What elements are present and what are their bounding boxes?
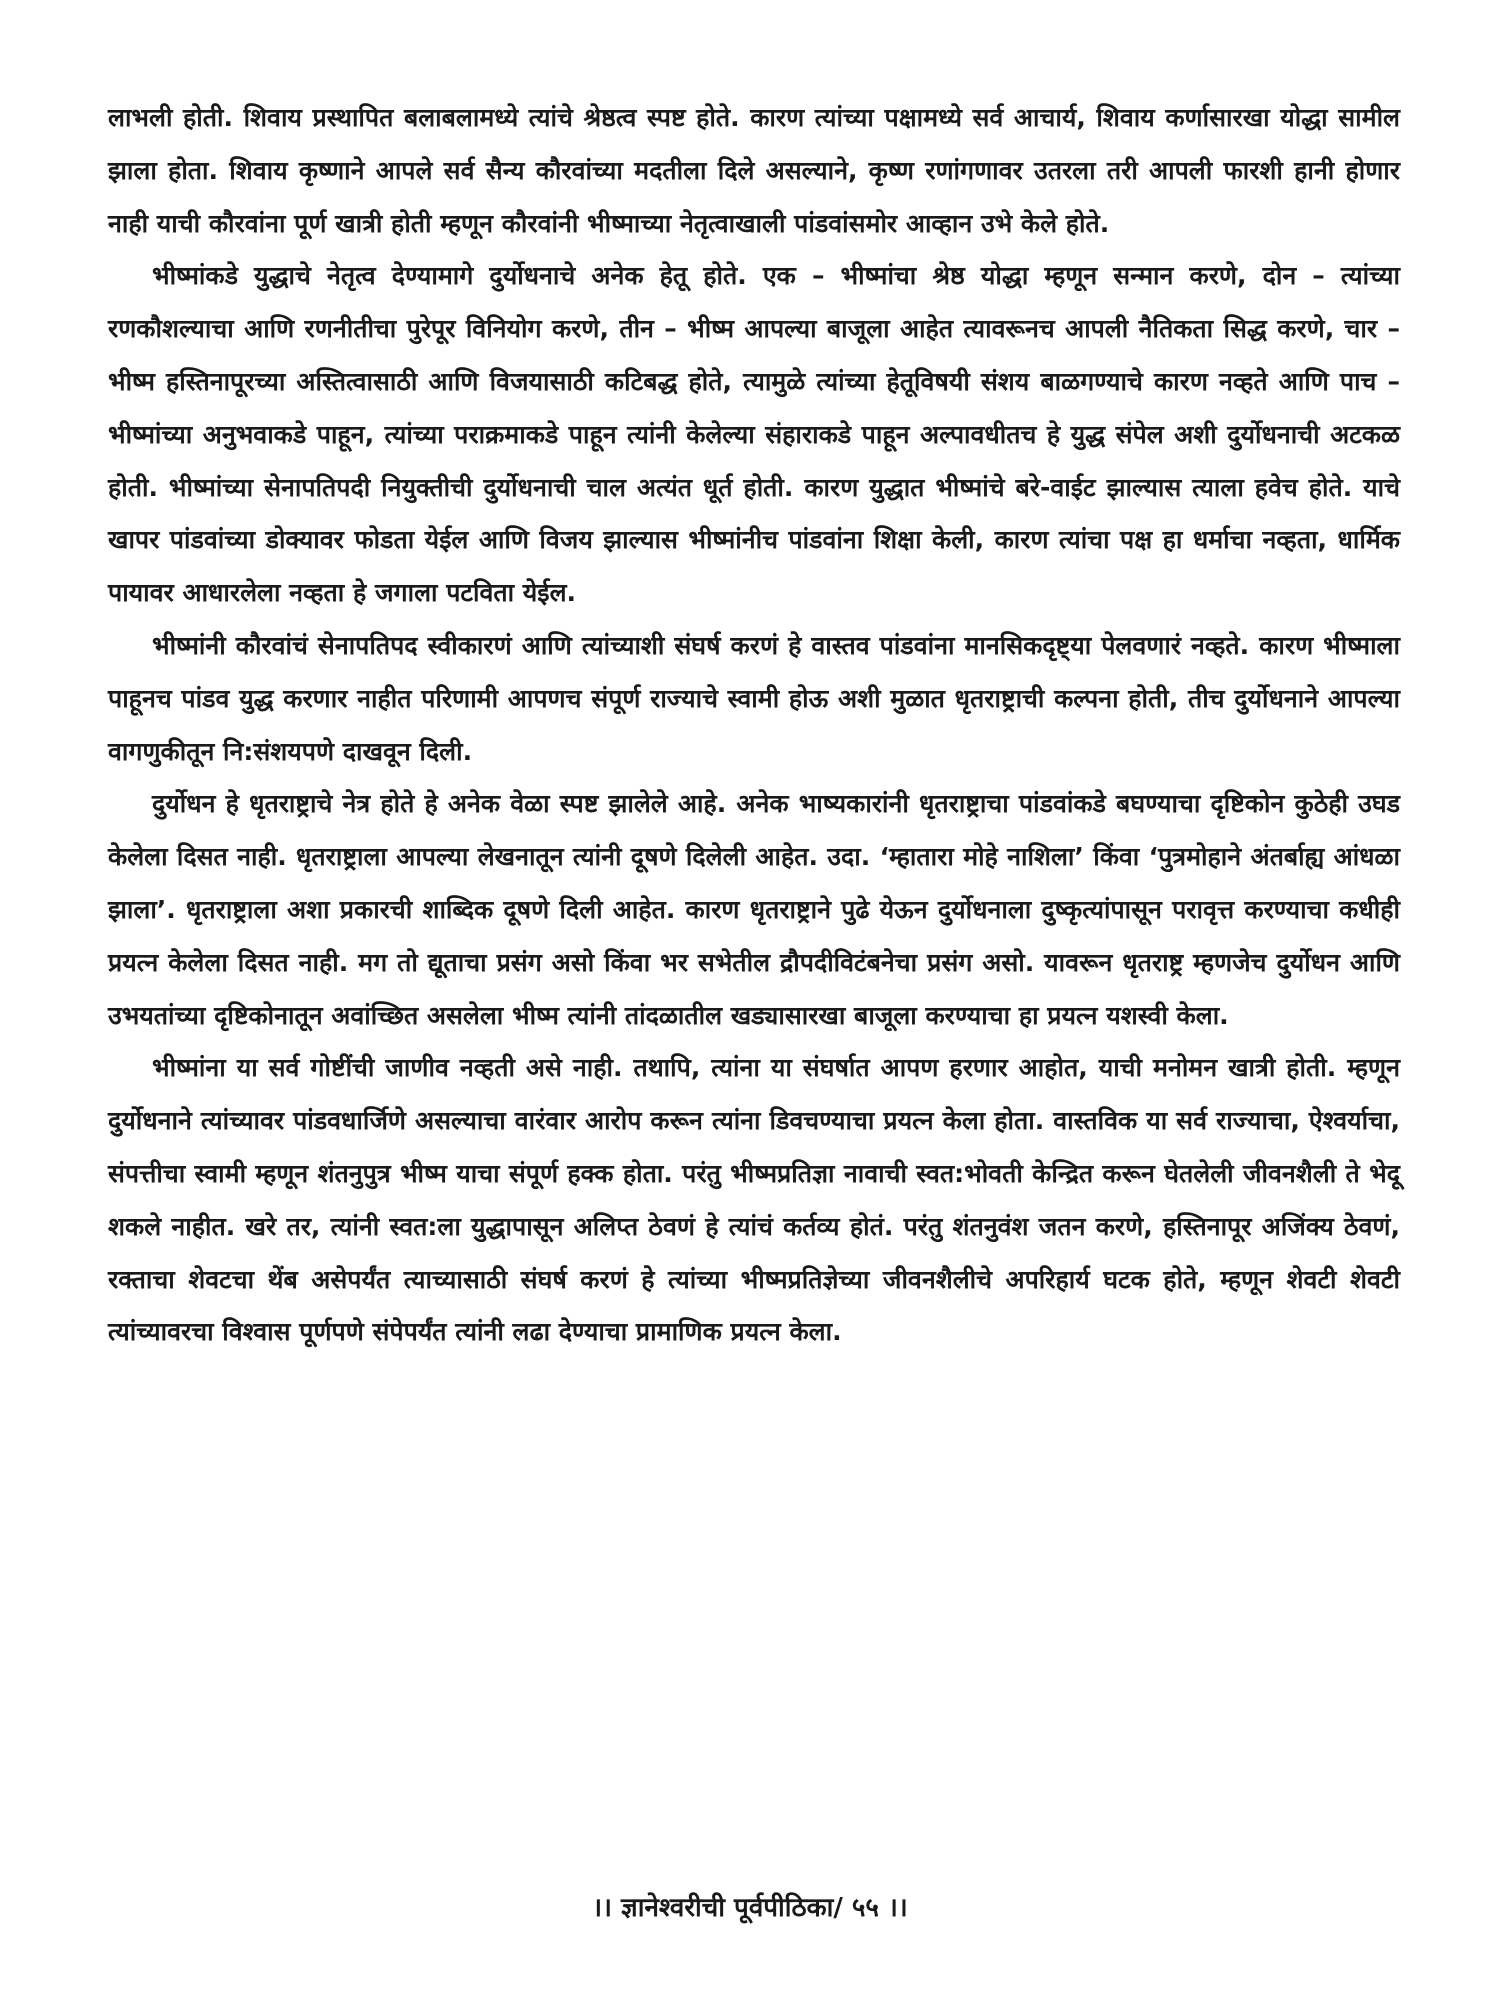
paragraph-3: भीष्मांनी कौरवांचं सेनापतिपद स्वीकारणं आणि त्यांच्याशी संघर्ष करणं हे वास्तव पांडवांना मानसिकदृष्ट्या पेलवणारं नव्हते. कारण भीष्माला पाहूनच पांडव युद्ध करणार नाहीत परिणामी आपणच संपूर्ण राज्याचे स्वामी होऊ अशी मुळात धृतराष्ट्राची कल्पना होती, तीच दुर्योधनाने आपल्या वागणुकीतून नि:संशयपणे दाखवून दिली. xyxy=(108,630,1400,766)
paragraph-2: भीष्मांकडे युद्धाचे नेतृत्व देण्यामागे दुर्योधनाचे अनेक हेतू होते. एक – भीष्मांचा श्रेष्ठ योद्धा म्हणून सन्मान करणे, दोन – त्यांच्या रणकौशल्याचा आणि रणनीतीचा पुरेपूर विनियोग करणे, तीन – भीष्म आपल्या बाजूला आहेत त्यावरूनच आपली नैतिकता सिद्ध करणे, चार – भीष्म हस्तिनापूरच्या अस्तित्वासाठी आणि विजयासाठी कटिबद्ध होते, त्यामुळे त्यांच्या हेतूविषयी संशय बाळगण्याचे कारण नव्हते आणि पाच – भीष्मांच्या अनुभवाकडे पाहून, त्यांच्या पराक्रमाकडे पाहून त्यांनी केलेल्या संहाराकडे पाहून अल्पावधीतच हे युद्ध संपेल अशी दुर्योधनाची अटकळ होती. भीष्मांच्या सेनापतिपदी नियुक्तीची दुर्योधनाची चाल अत्यंत धूर्त होती. कारण युद्धात भीष्मांचे बरे-वाईट झाल्यास त्याला हवेच होते. याचे खापर पांडवांच्या डोक्यावर फोडता येईल आणि विजय झाल्यास भीष्मांनीच पांडवांना शिक्षा केली, कारण त्यांचा पक्ष हा धर्माचा नव्हता, धार्मिक पायावर आधारलेला नव्हता हे जगाला पटविता येईल. xyxy=(108,261,1400,608)
page-footer: ।। ज्ञानेश्वरीची पूर्वपीठिका/ ५५ ।। xyxy=(592,1893,908,1923)
body-text xyxy=(108,92,1400,1359)
paragraph-5: भीष्मांना या सर्व गोष्टींची जाणीव नव्हती असे नाही. तथापि, त्यांना या संघर्षात आपण हरणार आहोत, याची मनोमन खात्री होती. म्हणून दुर्योधनाने त्यांच्यावर पांडवधार्जिणे असल्याचा वारंवार आरोप करून त्यांना डिवचण्याचा प्रयत्न केला होता. वास्तविक या सर्व राज्याचा, ऐश्वर्याचा, संपत्तीचा स्वामी म्हणून शंतनुपुत्र भीष्म याचा संपूर्ण हक्क होता. परंतु भीष्मप्रतिज्ञा नावाची स्वत:भोवती केन्द्रित करून घेतलेली जीवनशैली ते भेदू शकले नाहीत. खरे तर, त्यांनी स्वत:ला युद्धापासून अलिप्त ठेवणं हे त्यांचं कर्तव्य होतं. परंतु शंतनुवंश जतन करणे, हस्तिनापूर अजिंक्य ठेवणं, रक्ताचा शेवटचा थेंब असेपर्यंत त्याच्यासाठी संघर्ष करणं हे त्यांच्या भीष्मप्रतिज्ञेच्या जीवनशैलीचे अपरिहार्य घटक होते, म्हणून शेवटी शेवटी त्यांच्यावरचा विश्वास पूर्णपणे संपेपर्यंत त्यांनी लढा देण्याचा प्रामाणिक प्रयत्न केला. xyxy=(108,1053,1400,1347)
paragraph-1: लाभली होती. शिवाय प्रस्थापित बलाबलामध्ये त्यांचे श्रेष्ठत्व स्पष्ट होते. कारण त्यांच्या पक्षामध्ये सर्व आचार्य, शिवाय कर्णासारखा योद्धा सामील झाला होता. शिवाय कृष्णाने आपले सर्व सैन्य कौरवांच्या मदतीला दिले असल्याने, कृष्ण रणांगणावर उतरला तरी आपली फारशी हानी होणार नाही याची कौरवांना पूर्ण खात्री होती म्हणून कौरवांनी भीष्माच्या नेतृत्वाखाली पांडवांसमोर आव्हान उभे केले होते. xyxy=(108,103,1400,238)
paragraph-4: दुर्योधन हे धृतराष्ट्राचे नेत्र होते हे अनेक वेळा स्पष्ट झालेले आहे. अनेक भाष्यकारांनी धृतराष्ट्राचा पांडवांकडे बघण्याचा दृष्टिकोन कुठेही उघड केलेला दिसत नाही. धृतराष्ट्राला आपल्या लेखनातून त्यांनी दूषणे दिलेली आहेत. उदा. ‘म्हातारा मोहे नाशिला’ किंवा ‘पुत्रमोहाने अंतर्बाह्य आंधळा झाला’. धृतराष्ट्राला अशा प्रकारची शाब्दिक दूषणे दिली आहेत. कारण धृतराष्ट्राने पुढे येऊन दुर्योधनाला दुष्कृत्यांपासून परावृत्त करण्याचा कधीही प्रयत्न केलेला दिसत नाही. मग तो द्यूताचा प्रसंग असो किंवा भर सभेतील द्रौपदीविटंबनेचा प्रसंग असो. यावरून धृतराष्ट्र म्हणजेच दुर्योधन आणि उभयतांच्या दृष्टिकोनातून अवांच्छित असलेला भीष्म त्यांनी तांदळातील खड्यासारखा बाजूला करण्याचा हा प्रयत्न यशस्वी केला. xyxy=(108,789,1400,1030)
